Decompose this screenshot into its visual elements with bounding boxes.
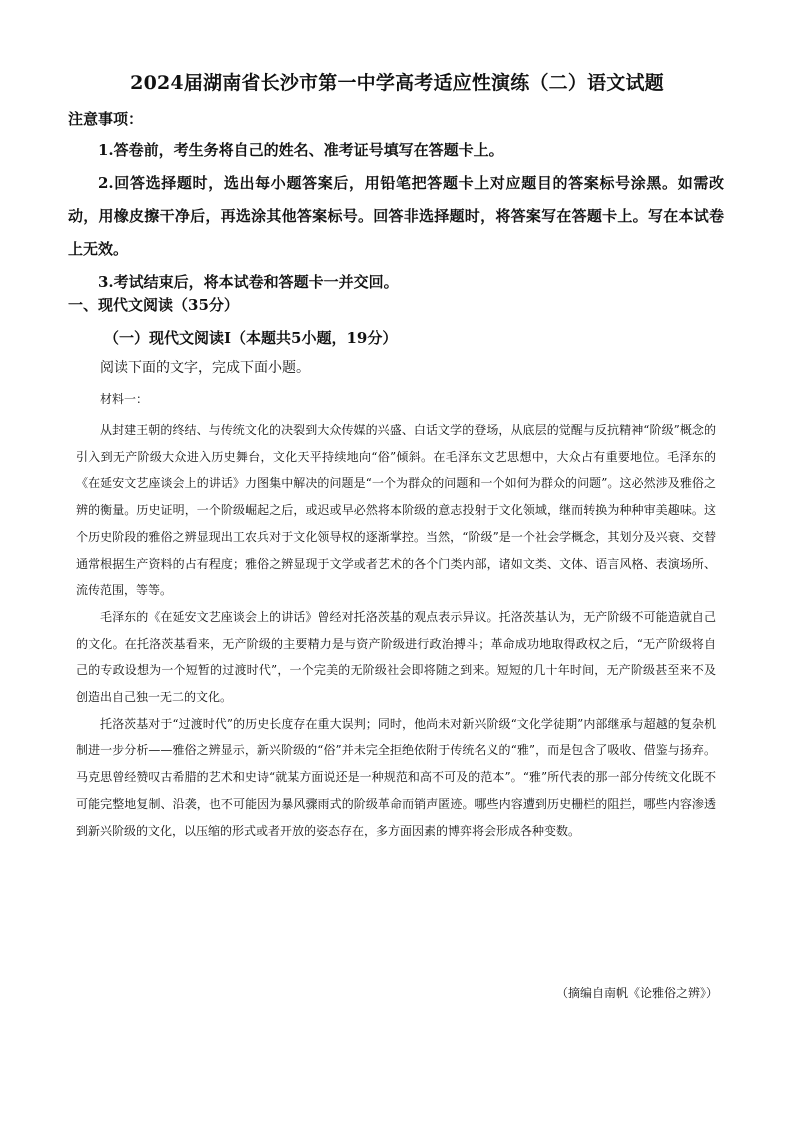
material-paragraph: 托洛茨基对于“过渡时代”的历史长度存在重大误判；同时，他尚未对新兴阶级“文化学徒期”内部继承与超越的复杂机制进一步分析——雅俗之辨显示，新兴阶级的“俗”并未完全拒绝依附于传统名义的“雅”，而是包含了吸收、借鉴与扬弃。马克思曾经赞叹古希腊的艺术和史诗“就某方面说还是一种规范和高不可及的范本”。“雅”所代表的那一部分传统文化既不可能完整地复制、沿袭，也不可能因为暴风骤雨式的阶级革命而销声匿迹。哪些内容遭到历史栅栏的阻拦，哪些内容渗透到新兴阶级的文化，以压缩的形式或者开放的姿态存在，多方面因素的博弈将会形成各种变数。 <box>76 716 716 838</box>
notice-item: 3.考试结束后，将本试卷和答题卡一并交回。 <box>98 273 399 291</box>
notice-item: 2.回答选择题时，选出每小题答案后，用铅笔把答题卡上对应题目的答案标号涂黑。如需改动，用橡皮擦干净后，再选涂其他答案标号。回答非选择题时，将答案写在答题卡上。写在本试卷上无效。 <box>68 174 724 258</box>
instruction-text: 阅读下面的文字，完成下面小题。 <box>100 360 310 376</box>
material-paragraph: 毛泽东的《在延安文艺座谈会上的讲话》曾经对托洛茨基的观点表示异议。托洛茨基认为，无产阶级不可能造就自己的文化。在托洛茨基看来，无产阶级的主要精力是与资产阶级进行政治搏斗；革命成功地取得政权之后，“无产阶级将自己的专政设想为一个短暂的过渡时代”，一个完美的无阶级社会即将随之到来。短短的几十年时间，无产阶级甚至来不及创造出自己独一无二的文化。 <box>76 609 716 705</box>
reading-material <box>76 417 716 844</box>
notice-heading: 注意事项： <box>68 110 144 128</box>
source-citation: （摘编自南帆《论雅俗之辨》） <box>555 986 718 1000</box>
material-paragraph: 从封建王朝的终结、与传统文化的决裂到大众传媒的兴盛、白话文学的登场，从底层的觉醒与反抗精神“阶级”概念的引入到无产阶级大众进入历史舞台，文化天平持续地向“俗”倾斜。在毛泽东文艺思想中，大众占有重要地位。毛泽东的《在延安文艺座谈会上的讲话》力图集中解决的问题是“一个为群众的问题和一个如何为群众的问题”。这必然涉及雅俗之辨的衡量。历史证明，一个阶级崛起之后，或迟或早必然将本阶级的意志投射于文化领域，继而转换为种种审美趣味。这个历史阶段的雅俗之辨显现出工农兵对于文化领导权的逐渐掌控。当然，“阶级”是一个社会学概念，其划分及兴衰、交替通常根据生产资料的占有程度；雅俗之辨显现于文学或者艺术的各个门类内部，诸如文类、文体、语言风格、表演场所、流传范围，等等。 <box>76 423 716 598</box>
page-title: 2024届湖南省长沙市第一中学高考适应性演练（二）语文试题 <box>130 72 664 94</box>
section-heading: 一、现代文阅读（35分） <box>68 296 239 314</box>
subsection-heading: （一）现代文阅读Ⅰ（本题共5小题，19分） <box>104 329 398 347</box>
material-label: 材料一： <box>100 392 149 406</box>
notice-list <box>68 134 724 299</box>
notice-item: 1.答卷前，考生务将自己的姓名、准考证号填写在答题卡上。 <box>98 141 504 159</box>
